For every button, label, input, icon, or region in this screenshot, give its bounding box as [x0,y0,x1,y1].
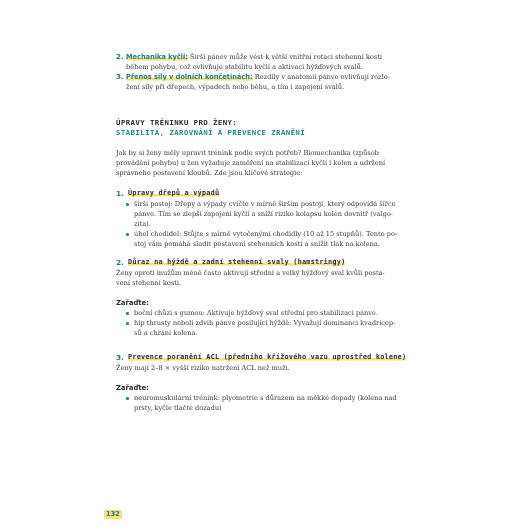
strategy-number: 3. [116,353,124,362]
item-term: Mechanika kyčlí: [126,53,188,61]
item-number: 3. [116,72,124,81]
bullet-list [116,393,412,413]
list-item: úhel chodidel: Stůjte s mírně vytočenými chodidly (10 až 15 stupňů). Tento po- stoj vám pomáhá sladit postavení stehenních kostí a snížit tlak na kolena. [126,229,412,249]
list-item: širší postoj: Dřepy a výpady cvičte v mírně širším postoji, který odpovídá šířce pánve. Tím se zlepší zapojení kyčlí a sníží riziko kolapsu kolen dovnitř (valgo- zita). [126,199,412,229]
bullet-list [116,199,412,249]
section-paragraph: vení stehenní kosti. [116,279,182,287]
page-content [116,52,412,413]
section-paragraph: Ženy oproti mužům méně často aktivují střední a velký hýžďový sval kvůli posta- [116,269,385,277]
section-paragraph: Ženy mají 2–8 × vyšší riziko natržení ACL než muži. [116,364,290,372]
include-label: Zařaďte: [116,299,149,307]
section-subheading: STABILITA, ZAROVNÁNÍ A PREVENCE ZRANĚNÍ [116,128,306,137]
list-item: neuromuskulární trénink: plyometrie s důrazem na měkké dopady (kolena nad prsty, kyčle tlačte dozadu) [126,393,412,413]
list-item: hip thrusty neboli zdvih pánve posilující hýždě: Vyvažují dominanci kvadricep- sů a chrání kolena. [126,318,412,338]
list-item: boční chůzi s gumou: Aktivuje hýžďový sval střední pro stabilizaci pánve. [126,308,412,318]
strategy-title-text: Důraz na hýždě a zadní stehenní svaly (hamstringy) [128,258,346,266]
intro-paragraph: Jak by si ženy měly upravit trénink podle svých potřeb? Biomechanika (způsob provádění pohybu) u žen vyžaduje zaměření na stabilizaci kyčlí i kolen a udržení správného postavení kloubů. Zde jsou klíčové strategie: [116,149,386,177]
strategy-title [116,257,412,268]
item-text: Rozdíly v anatomii pánve ovlivňují rozlo- [254,73,390,81]
item-text: žení síly při dřepech, výpadech nebo běhu, a tím i zapojení svalů. [126,83,345,91]
page-number: 132 [106,510,120,518]
strategy-title-text: Úpravy dřepů a výpadů [128,189,220,197]
bullet-list [116,308,412,338]
strategy-number: 2. [116,258,124,267]
include-label: Zařaďte: [116,384,149,392]
item-text: během pohybu, což ovlivňuje stabilitu kyčlí a aktivaci hýžďových svalů. [126,63,363,71]
item-term: Přenos síly v dolních končetinách: [126,73,253,81]
strategy-title-text: Prevence poranění ACL (předního křížového vazu uprostřed kolene) [128,353,407,361]
list-item [116,52,412,72]
strategy-title [116,188,412,199]
strategy-title [116,352,412,363]
item-text: Širší pánev může vést k větší vnitřní rotaci stehenní kosti [190,53,383,61]
item-number: 2. [116,52,124,61]
list-item [116,72,412,92]
strategy-number: 1. [116,189,124,198]
section-heading: ÚPRAVY TRÉNINKU PRO ŽENY: [116,118,238,127]
